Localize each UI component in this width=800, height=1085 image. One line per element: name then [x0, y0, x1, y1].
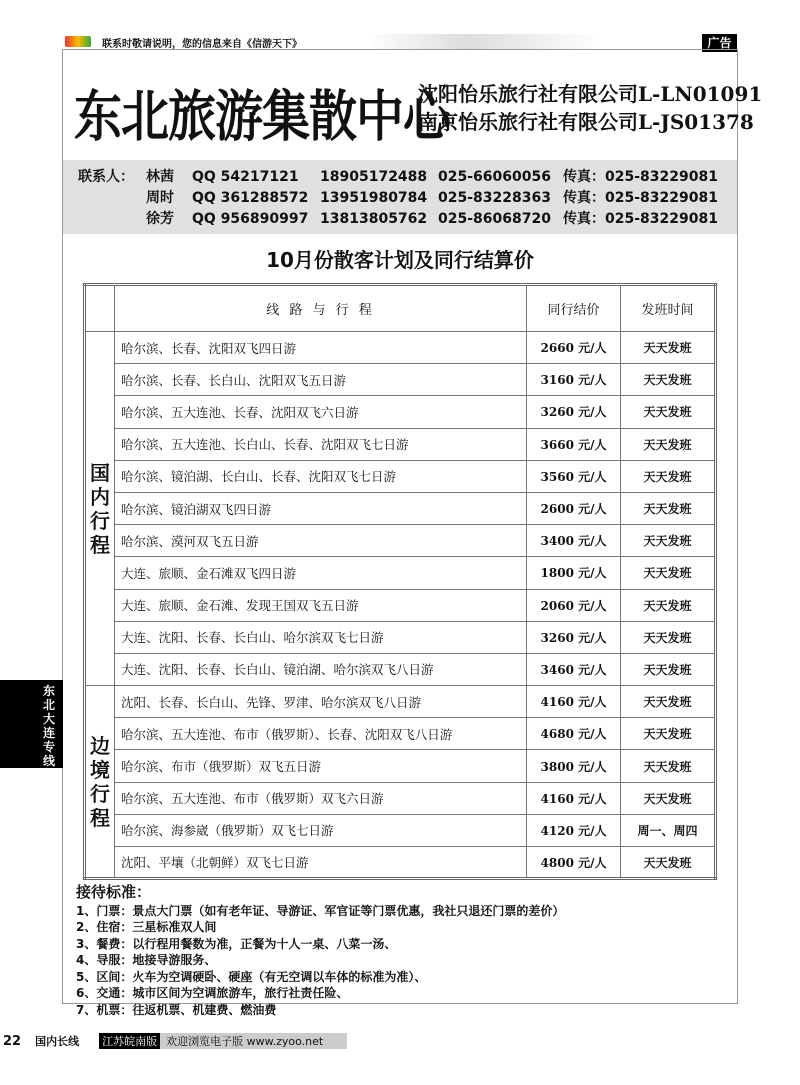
standard-item: 1、门票：景点大门票（如有老年证、导游证、军官证等门票优惠，我社只退还门票的差价）: [76, 903, 565, 918]
cell-time: 天天发班: [621, 332, 716, 364]
cell-route: 哈尔滨、五大连池、长白山、长春、沈阳双飞七日游: [115, 428, 527, 460]
table-row: [85, 364, 716, 396]
side-tab: [0, 680, 63, 768]
contact-fax: 传真：025-83229081: [563, 211, 718, 227]
contact-row: [78, 209, 737, 230]
table-row: [85, 557, 716, 589]
table-row: [85, 686, 716, 718]
cell-route: 哈尔滨、五大连池、布市（俄罗斯）双飞六日游: [115, 782, 527, 814]
price-table: [83, 283, 717, 880]
agency-1: 沈阳怡乐旅行社有限公司L-LN01091: [418, 82, 763, 106]
header-blank: [85, 285, 115, 332]
magazine-logo-icon: [65, 36, 91, 47]
agency-2: 南京怡乐旅行社有限公司L-JS01378: [418, 110, 754, 134]
footer-edition: 江苏皖南版: [99, 1033, 160, 1049]
header-time: 发班时间: [621, 285, 716, 332]
cell-price: 3260 元/人: [527, 396, 621, 428]
top-strip: [62, 34, 737, 49]
contact-block: [63, 160, 737, 234]
contact-label: [78, 209, 146, 230]
table-row: [85, 492, 716, 524]
cell-time: 天天发班: [621, 653, 716, 685]
cell-price: 3260 元/人: [527, 621, 621, 653]
cell-route: 哈尔滨、海参崴（俄罗斯）双飞七日游: [115, 814, 527, 846]
section-label: 国内行程: [90, 460, 110, 557]
cell-time: 周一、周四: [621, 814, 716, 846]
cell-time: 天天发班: [621, 686, 716, 718]
table-row: [85, 847, 716, 879]
standard-item: 5、区间：火车为空调硬卧、硬座（有无空调以车体的标准为准）、: [76, 969, 427, 984]
cell-time: 天天发班: [621, 621, 716, 653]
table-row: [85, 525, 716, 557]
cell-time: 天天发班: [621, 460, 716, 492]
standards-title: 接待标准：: [76, 883, 152, 901]
cell-time: 天天发班: [621, 364, 716, 396]
table-row: [85, 428, 716, 460]
table-row: [85, 589, 716, 621]
cell-price: 1800 元/人: [527, 557, 621, 589]
contact-tel: 025-83228363: [438, 190, 551, 206]
cell-time: 天天发班: [621, 492, 716, 524]
cell-price: 3660 元/人: [527, 428, 621, 460]
cell-price: 4800 元/人: [527, 847, 621, 879]
table-row: [85, 396, 716, 428]
contact-name: 周时: [146, 190, 174, 206]
contact-tel: 025-86068720: [438, 211, 551, 227]
cell-time: 天天发班: [621, 396, 716, 428]
cell-route: 沈阳、长春、长白山、先锋、罗津、哈尔滨双飞八日游: [115, 686, 527, 718]
table-row: [85, 718, 716, 750]
contact-fax: 传真：025-83229081: [563, 190, 718, 206]
contact-qq: QQ 361288572: [192, 190, 309, 206]
cell-price: 4160 元/人: [527, 782, 621, 814]
contact-label: 联系人：: [78, 169, 134, 185]
cell-price: 3560 元/人: [527, 460, 621, 492]
cell-price: 3400 元/人: [527, 525, 621, 557]
contact-qq: QQ 54217121: [192, 169, 299, 185]
cell-price: 3460 元/人: [527, 653, 621, 685]
contact-tel: 025-66060056: [438, 169, 551, 185]
agencies: [418, 80, 762, 136]
cell-route: 大连、旅顺、金石滩、发现王国双飞五日游: [115, 589, 527, 621]
header-route: 线 路 与 行 程: [115, 285, 527, 332]
cell-time: 天天发班: [621, 557, 716, 589]
cell-route: 哈尔滨、长春、长白山、沈阳双飞五日游: [115, 364, 527, 396]
cell-time: 天天发班: [621, 525, 716, 557]
cell-route: 大连、旅顺、金石滩双飞四日游: [115, 557, 527, 589]
cell-route: 沈阳、平壤（北朝鲜）双飞七日游: [115, 847, 527, 879]
cell-price: 4680 元/人: [527, 718, 621, 750]
cell-price: 4120 元/人: [527, 814, 621, 846]
cell-price: 2660 元/人: [527, 332, 621, 364]
cell-price: 3800 元/人: [527, 750, 621, 782]
cell-time: 天天发班: [621, 782, 716, 814]
contact-row: [78, 188, 737, 209]
contact-mobile: 18905172488: [320, 169, 428, 185]
standard-item: 4、导服：地接导游服务、: [76, 953, 217, 967]
cell-route: 哈尔滨、五大连池、布市（俄罗斯）、长春、沈阳双飞八日游: [115, 718, 527, 750]
table-row: [85, 750, 716, 782]
cell-time: 天天发班: [621, 718, 716, 750]
contact-mobile: 13813805762: [320, 211, 428, 227]
page-number: 22: [3, 1033, 22, 1049]
cell-route: 哈尔滨、镜泊湖、长白山、长春、沈阳双飞七日游: [115, 460, 527, 492]
table-row: [85, 653, 716, 685]
page-title: 10月份散客计划及同行结算价: [266, 248, 534, 272]
table-row: [85, 332, 716, 364]
section-cell: [85, 332, 115, 686]
contact-mobile: 13951980784: [320, 190, 428, 206]
cell-route: 哈尔滨、镜泊湖双飞四日游: [115, 492, 527, 524]
service-standards: [76, 884, 564, 1018]
cell-route: 大连、沈阳、长春、长白山、镜泊湖、哈尔滨双飞八日游: [115, 653, 527, 685]
cell-time: 天天发班: [621, 589, 716, 621]
contact-qq: QQ 956890997: [192, 211, 309, 227]
contact-name: 林茜: [146, 169, 174, 185]
cell-route: 哈尔滨、漠河双飞五日游: [115, 525, 527, 557]
cell-price: 4160 元/人: [527, 686, 621, 718]
contact-fax: 传真：025-83229081: [563, 169, 718, 185]
footer-section: 国内长线: [35, 1035, 80, 1048]
ad-tag: 广告: [702, 34, 737, 52]
cell-route: 哈尔滨、五大连池、长春、沈阳双飞六日游: [115, 396, 527, 428]
side-tab-label: 东 北 大 连 专 线: [42, 684, 55, 768]
standard-item: 3、餐费：以行程用餐数为准，正餐为十人一桌、八菜一汤、: [76, 936, 397, 951]
table-row: [85, 782, 716, 814]
standard-item: 6、交通：城市区间为空调旅游车，旅行社责任险、: [76, 986, 349, 1000]
cell-time: 天天发班: [621, 428, 716, 460]
standard-item: 7、机票：往返机票、机建费、燃油费: [76, 1002, 277, 1017]
cell-price: 2600 元/人: [527, 492, 621, 524]
section-label: 边境行程: [90, 733, 110, 830]
cell-route: 大连、沈阳、长春、长白山、哈尔滨双飞七日游: [115, 621, 527, 653]
table-header: [85, 285, 716, 332]
section-cell: [85, 686, 115, 879]
cell-price: 2060 元/人: [527, 589, 621, 621]
table-row: [85, 814, 716, 846]
table-row: [85, 621, 716, 653]
brand-title: 东北旅游集散中心: [74, 84, 451, 150]
cell-price: 3160 元/人: [527, 364, 621, 396]
header-price: 同行结价: [527, 285, 621, 332]
top-note: 联系时敬请说明，您的信息来自《信游天下》: [102, 39, 302, 50]
contact-label: [78, 188, 146, 209]
cell-route: 哈尔滨、布市（俄罗斯）双飞五日游: [115, 750, 527, 782]
contact-name: 徐芳: [146, 211, 174, 227]
cell-time: 天天发班: [621, 750, 716, 782]
standard-item: 2、住宿：三星标准双人间: [76, 920, 217, 934]
cell-time: 天天发班: [621, 847, 716, 879]
table-row: [85, 460, 716, 492]
cell-route: 哈尔滨、长春、沈阳双飞四日游: [115, 332, 527, 364]
footer-website[interactable]: 欢迎浏览电子版 www.zyoo.net: [160, 1033, 347, 1049]
footer: [3, 1034, 347, 1048]
contact-row: [78, 167, 737, 188]
